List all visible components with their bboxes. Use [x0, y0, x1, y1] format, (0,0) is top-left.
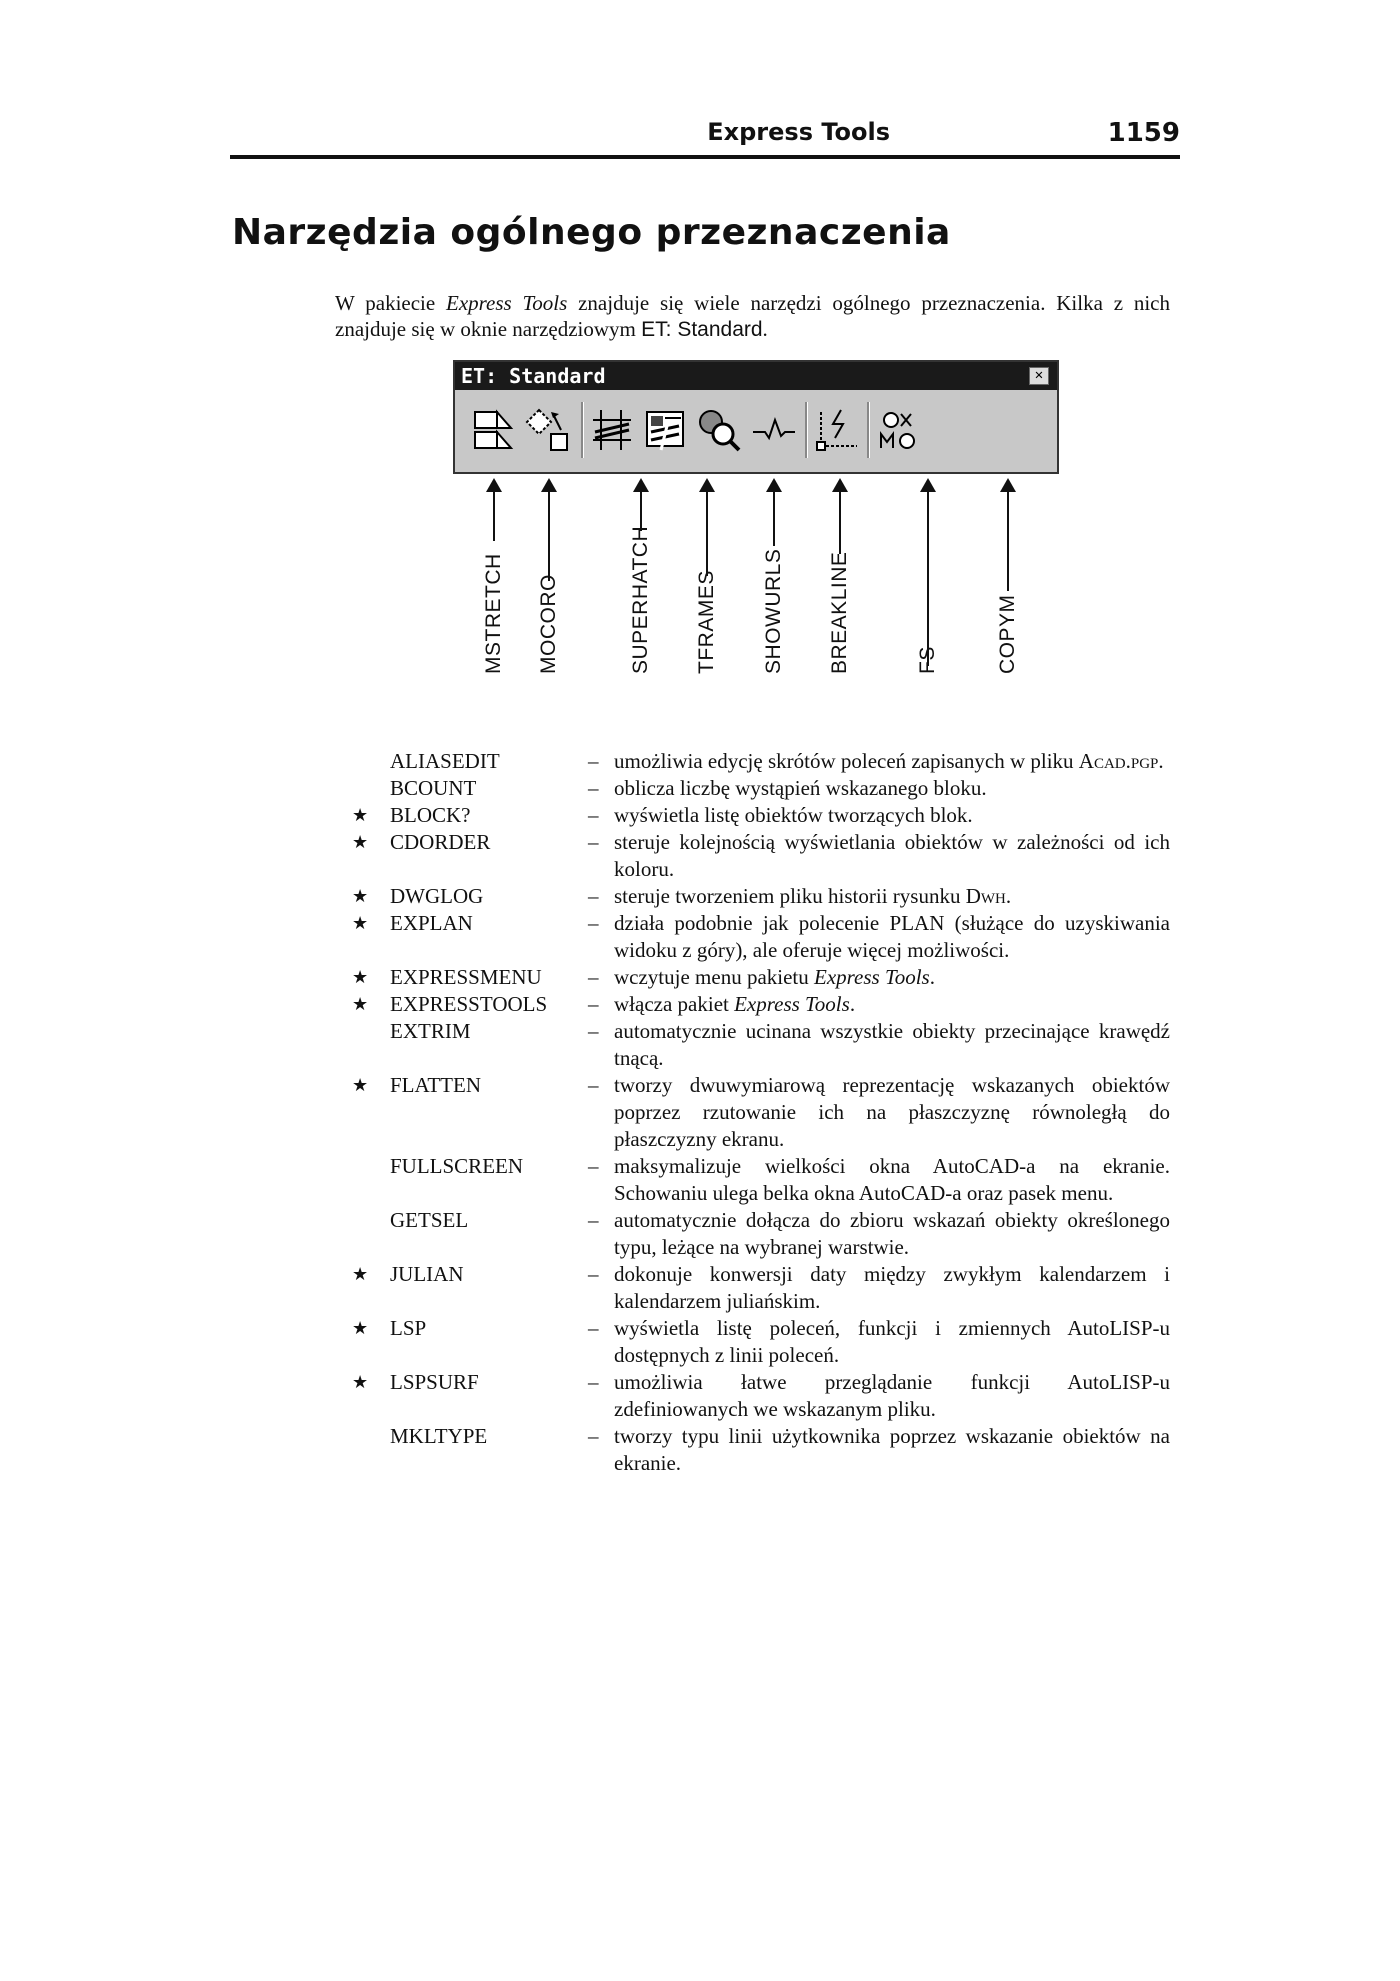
command-description: automatycznie ucinana wszystkie obiekty przecinające krawędź tnącą. [614, 1019, 1170, 1070]
toolbar-icons [463, 402, 1049, 460]
intro-text-3: . [762, 317, 768, 341]
definition-row [340, 883, 1170, 910]
toolbar-separator [581, 402, 584, 458]
command-name: CDORDER [390, 830, 491, 854]
command-description: wyświetla listę obiektów tworzących blok. [614, 803, 973, 827]
star-icon [340, 1153, 390, 1207]
running-header [230, 118, 1180, 154]
command-description: automatycznie dołącza do zbioru wskazań obiekty określonego typu, leżące na wybranej warstwie. [614, 1208, 1170, 1259]
definition-row [340, 1261, 1170, 1315]
tool-label-text: MOCORO [537, 574, 560, 674]
dash: – [588, 1424, 599, 1448]
definition-row [340, 991, 1170, 1018]
dash: – [588, 992, 599, 1016]
command-description: oblicza liczbę wystąpień wskazanego bloku. [614, 776, 987, 800]
star-icon: ★ [352, 886, 369, 906]
command-description: maksymalizuje wielkości okna AutoCAD-a na ekranie. Schowaniu ulega belka okna AutoCAD-a oraz pasek menu. [614, 1154, 1170, 1205]
definition-row [340, 802, 1170, 829]
star-icon: ★ [352, 832, 369, 852]
star-icon [340, 775, 390, 802]
dash: – [588, 1154, 599, 1178]
definition-row [340, 1207, 1170, 1261]
description-text: steruje tworzeniem pliku historii rysunku [614, 884, 966, 908]
command-name: JULIAN [390, 1262, 464, 1286]
command-description: działa podobnie jak polecenie PLAN (służące do uzyskiwania widoku z góry), ale oferuje więcej możliwości. [614, 911, 1170, 962]
definition-row [340, 1369, 1170, 1423]
dash: – [588, 1019, 599, 1043]
description-end: . [1158, 749, 1164, 773]
arrow-line [493, 486, 495, 541]
star-icon: ★ [352, 994, 369, 1014]
arrow-line [927, 486, 929, 666]
command-description: umożliwia łatwe przeglądanie funkcji AutoLISP-u zdefiniowanych we wskazanym pliku. [614, 1370, 1170, 1421]
command-name: EXPLAN [390, 911, 473, 935]
command-name: DWGLOG [390, 884, 484, 908]
command-description: wyświetla listę poleceń, funkcji i zmiennych AutoLISP-u dostępnych z linii poleceń. [614, 1316, 1170, 1367]
arrow-line [773, 486, 775, 546]
tool-labels-area [0, 478, 1400, 708]
tool-label-fs [913, 478, 943, 698]
star-icon: ★ [352, 1264, 369, 1284]
command-name: LSPSURF [390, 1370, 479, 1394]
toolbar-window [453, 360, 1059, 474]
command-description: dokonuje konwersji daty między zwykłym kalendarzem i kalendarzem juliańskim. [614, 1262, 1170, 1313]
dash: – [588, 749, 599, 773]
tool-label-superhatch [626, 478, 656, 698]
toolbar-title-bar[interactable] [455, 362, 1057, 390]
star-icon: ★ [352, 1318, 369, 1338]
dash: – [588, 884, 599, 908]
star-icon: ★ [352, 1372, 369, 1392]
star-icon: ★ [352, 1075, 369, 1095]
star-icon [340, 1018, 390, 1072]
arrow-line [640, 486, 642, 531]
star-icon: ★ [352, 805, 369, 825]
toolbar-separator [867, 402, 870, 458]
definition-row [340, 1315, 1170, 1369]
dash: – [588, 1073, 599, 1097]
mocoro-icon[interactable] [525, 406, 571, 454]
dash: – [588, 830, 599, 854]
file-name: Dwh [965, 884, 1006, 908]
tool-label-text: SHOWURLS [762, 548, 785, 674]
definition-row [340, 829, 1170, 883]
star-icon: ★ [352, 913, 369, 933]
definition-row [340, 748, 1170, 775]
command-name: GETSEL [390, 1208, 469, 1232]
command-name: ALIASEDIT [390, 749, 500, 773]
command-name: BLOCK? [390, 803, 471, 827]
dash: – [588, 1208, 599, 1232]
star-icon [340, 1207, 390, 1261]
command-name: EXPRESSMENU [390, 965, 542, 989]
dash: – [588, 911, 599, 935]
tool-label-text: MSTRETCH [482, 553, 505, 674]
arrow-line [706, 486, 708, 576]
description-text: wczytuje menu pakietu [614, 965, 815, 989]
running-header-title: Express Tools [707, 118, 890, 146]
close-icon[interactable]: ✕ [1029, 367, 1049, 385]
star-icon: ★ [352, 967, 369, 987]
description-text: umożliwia edycję skrótów poleceń zapisanych w pliku [614, 749, 1079, 773]
definition-row [340, 964, 1170, 991]
definition-row [340, 1423, 1170, 1477]
star-icon [340, 1423, 390, 1477]
arrow-line [548, 486, 550, 581]
tool-label-mstretch [479, 478, 509, 698]
arrow-line [839, 486, 841, 554]
command-definitions [340, 748, 1170, 1477]
tool-label-text: FS [916, 646, 939, 674]
tool-label-text: SUPERHATCH [629, 525, 652, 674]
copym-icon[interactable] [877, 406, 923, 454]
header-rule [230, 155, 1180, 159]
description-end: . [849, 992, 856, 1016]
tool-label-text: COPYM [996, 594, 1019, 674]
tool-label-copym [993, 478, 1023, 698]
tool-label-text: TFRAMES [695, 570, 718, 674]
star-icon [340, 748, 390, 775]
command-name: MKLTYPE [390, 1424, 488, 1448]
intro-toolbar-name: ET: Standard [641, 318, 763, 341]
mstretch-icon[interactable] [471, 406, 517, 454]
dash: – [588, 1262, 599, 1286]
breakline-icon[interactable] [751, 406, 797, 454]
command-name: EXPRESSTOOLS [390, 992, 548, 1016]
tool-label-breakline [825, 478, 855, 698]
description-text: włącza pakiet [614, 992, 735, 1016]
tool-label-text: BREAKLINE [828, 551, 851, 674]
page-number: 1159 [1107, 118, 1180, 148]
file-name: Acad.pgp [1078, 749, 1159, 773]
tool-label-tframes [692, 478, 722, 698]
command-description [614, 964, 1170, 991]
definition-row [340, 775, 1170, 802]
description-end: . [929, 965, 935, 989]
definition-row [340, 910, 1170, 964]
intro-paragraph [335, 290, 1170, 343]
intro-text-2: znajduje się wiele narzędzi ogólnego przeznaczenia. Kilka z nich znajduje się w oknie narzędziowym [335, 291, 1171, 341]
definition-row [340, 1153, 1170, 1207]
tframes-icon[interactable] [643, 406, 689, 454]
command-description [614, 883, 1170, 910]
dash: – [588, 803, 599, 827]
command-name: FLATTEN [390, 1073, 481, 1097]
description-italic: Express Tools [814, 965, 930, 989]
section-title: Narzędzia ogólnego przeznaczenia [232, 212, 951, 253]
definition-row [340, 1018, 1170, 1072]
dash: – [588, 776, 599, 800]
command-description: tworzy typu linii użytkownika poprzez wskazanie obiektów na ekranie. [614, 1424, 1170, 1475]
command-name: EXTRIM [390, 1019, 471, 1043]
command-description: steruje kolejnością wyświetlania obiektów w zależności od ich koloru. [614, 830, 1170, 881]
dash: – [588, 1316, 599, 1340]
tool-label-mocoro [534, 478, 564, 698]
intro-italic: Express Tools [446, 291, 568, 315]
description-italic: Express Tools [734, 992, 850, 1016]
description-end: . [1005, 884, 1012, 908]
command-name: LSP [390, 1316, 427, 1340]
arrow-line [1007, 486, 1009, 591]
tool-label-showurls [759, 478, 789, 698]
command-description: tworzy dwuwymiarową reprezentację wskazanych obiektów poprzez rzutowanie ich na płaszczyznę równoległą do płaszczyzny ekranu. [614, 1073, 1170, 1151]
showurls-icon[interactable] [697, 406, 743, 454]
command-name: FULLSCREEN [390, 1154, 524, 1178]
command-description [614, 748, 1170, 775]
definition-row [340, 1072, 1170, 1153]
command-name: BCOUNT [390, 776, 477, 800]
intro-text-1: W pakiecie [335, 291, 447, 315]
dash: – [588, 1370, 599, 1394]
toolbar-title: ET: Standard [461, 364, 606, 388]
toolbar-separator [805, 402, 808, 458]
dash: – [588, 965, 599, 989]
superhatch-icon[interactable] [591, 406, 637, 454]
command-description [614, 991, 1170, 1018]
fs-icon[interactable] [815, 406, 861, 454]
